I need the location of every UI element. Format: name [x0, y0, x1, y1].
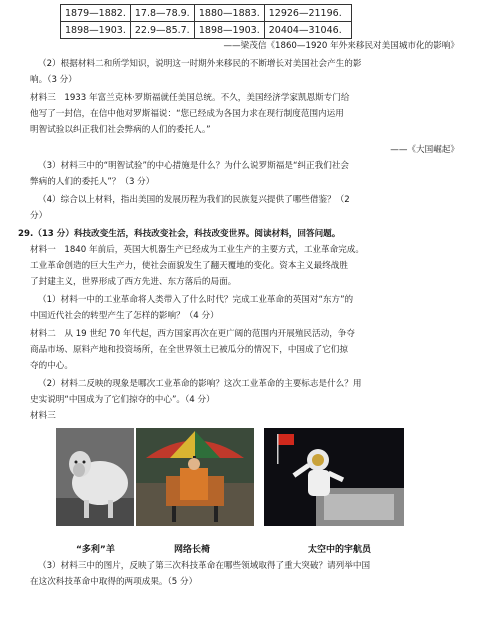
astronaut-photo: [264, 428, 404, 526]
table-cell: 1898—1903.: [61, 22, 131, 39]
material-3-label: 材料三: [30, 411, 56, 421]
source-citation: ——《大国崛起》: [390, 145, 459, 155]
question-2: （2）根据材料二和所学知识，说明这一时期外来移民的不断增长对美国社会产生的影: [38, 59, 362, 69]
table-cell: 12926—21196.: [264, 5, 351, 22]
photo-caption-dolly: “多利”羊: [76, 545, 115, 555]
question-29-2: （2）材料二反映的现象是哪次工业革命的影响？这次工业革命的主要标志是什么？用: [38, 379, 362, 389]
table-cell: 1879—1882.: [61, 5, 131, 22]
dolly-sheep-photo: [56, 428, 134, 526]
network-bench-photo: [136, 428, 254, 526]
table-cell: 22.9—85.7.: [130, 22, 194, 39]
table-cell: 17.8—78.9.: [130, 5, 194, 22]
source-citation: ——梁茂信《1860—1920 年外来移民对美国城市化的影响》: [223, 41, 459, 51]
text-line: 了封建主义，世界形成了西方先进、东方落后的局面。: [30, 277, 237, 287]
text-line: 在这次科技革命中取得的两项成果。（5 分）: [30, 577, 198, 587]
text-line: 商品市场、原料产地和投资场所，在全世界领土已被瓜分的情况下，中国成了它们掠: [30, 345, 348, 355]
table-cell: 1898—1903.: [194, 22, 264, 39]
text-line: 工业革命创造的巨大生产力，使社会面貌发生了翻天覆地的变化。资本主义最终战胜: [30, 261, 348, 271]
material-2: 材料二 从 19 世纪 70 年代起，西方国家再次在更广阔的范围内开展殖民活动，争夺: [30, 329, 355, 339]
text-line: 他写了一封信，在信中他对罗斯福说：“您已经成为各国力求在现行制度范围内运用: [30, 109, 344, 119]
text-line: 夺的中心。: [30, 361, 73, 371]
immigration-table: [60, 4, 352, 39]
material-3: 材料三 1933 年富兰克林·罗斯福就任美国总统。不久，美国经济学家凯恩斯专门给: [30, 93, 350, 103]
table-row: [61, 5, 352, 22]
photo-caption-bench: 网络长椅: [174, 545, 211, 555]
question-29-header: 29.（13 分）科技改变生活，科技改变社会，科技改变世界。阅读材料，回答问题。: [18, 229, 341, 239]
text-line: 响。（3 分）: [30, 75, 77, 85]
table-cell: 20404—31046.: [264, 22, 351, 39]
question-29-3: （3）材料三中的图片，反映了第三次科技革命在哪些领域取得了重大突破？请列举中国: [38, 561, 371, 571]
question-4: （4）综合以上材料，指出美国的发展历程为我们的民族复兴提供了哪些借鉴？（2: [38, 195, 350, 205]
text-line: 中国近代社会的转型产生了怎样的影响？（4 分）: [30, 311, 219, 321]
material-3-photos: [46, 428, 456, 555]
material-1: 材料一 1840 年前后，英国大机器生产已经成为工业生产的主要方式，工业革命完成。: [30, 245, 364, 255]
text-line: 明智试验以纠正我们社会弊病的人们的委托人。”: [30, 125, 211, 135]
text-line: 弊病的人们的委托人”？（3 分）: [30, 177, 155, 187]
question-3: （3）材料三中的“明智试验”的中心措施是什么？为什么说罗斯福是“纠正我们社会: [38, 161, 350, 171]
question-29-1: （1）材料一中的工业革命将人类带入了什么时代？完成工业革命的英国对“东方”的: [38, 295, 354, 305]
photo-caption-astronaut: 太空中的宇航员: [308, 545, 372, 555]
text-line: 史实说明“中国成为了它们掠夺的中心”。（4 分）: [30, 395, 215, 405]
text-line: 分）: [30, 211, 48, 221]
table-row: [61, 22, 352, 39]
table-cell: 1880—1883.: [194, 5, 264, 22]
